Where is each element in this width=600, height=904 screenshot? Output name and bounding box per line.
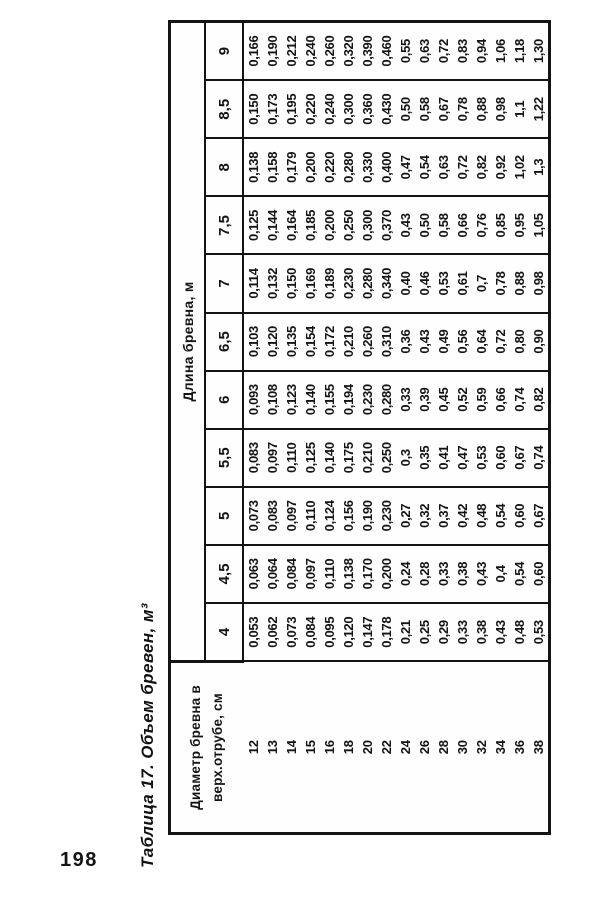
volume-value: 0,158 [263, 138, 282, 196]
volume-value: 0,360 [358, 80, 377, 138]
volume-value: 0,166 [243, 22, 263, 81]
table-row [491, 22, 510, 834]
volume-value: 0,64 [472, 313, 491, 371]
volume-value: 0,38 [453, 545, 472, 603]
volume-value: 0,230 [339, 254, 358, 312]
length-column-header: 6,5 [205, 313, 243, 371]
volume-value: 1,18 [510, 22, 529, 81]
volume-value: 0,24 [396, 545, 415, 603]
volume-value: 0,74 [529, 429, 550, 487]
volume-value: 0,103 [243, 313, 263, 371]
volume-value: 0,230 [377, 487, 396, 545]
length-column-header: 6 [205, 371, 243, 429]
length-column-header: 5,5 [205, 429, 243, 487]
volume-value: 0,212 [282, 22, 301, 81]
diameter-label: 34 [493, 740, 508, 755]
table-row [301, 22, 320, 834]
volume-value: 0,172 [320, 313, 339, 371]
volume-value: 0,114 [243, 254, 263, 312]
diameter-label: 16 [322, 740, 337, 755]
volume-value: 0,46 [415, 254, 434, 312]
volume-value: 0,150 [282, 254, 301, 312]
volume-value: 0,390 [358, 22, 377, 81]
table-row [339, 22, 358, 834]
volume-value: 0,7 [472, 254, 491, 312]
diameter-label: 14 [284, 740, 299, 755]
volume-value: 0,95 [510, 196, 529, 254]
volume-value: 0,72 [491, 313, 510, 371]
volume-value: 0,66 [453, 196, 472, 254]
diameter-label: 38 [531, 740, 546, 755]
length-column-header: 4 [205, 603, 243, 662]
volume-value: 0,53 [529, 603, 550, 662]
volume-value: 0,32 [415, 487, 434, 545]
volume-value: 0,47 [453, 429, 472, 487]
volume-value: 0,240 [301, 22, 320, 81]
volume-value: 0,78 [453, 80, 472, 138]
volume-value: 0,175 [339, 429, 358, 487]
volume-value: 0,073 [243, 487, 263, 545]
volume-value: 0,220 [301, 80, 320, 138]
volume-value: 0,21 [396, 603, 415, 662]
length-column-header: 8,5 [205, 80, 243, 138]
volume-value: 0,200 [377, 545, 396, 603]
table-row [263, 22, 282, 834]
volume-value: 0,320 [339, 22, 358, 81]
volume-value: 0,50 [415, 196, 434, 254]
table-row [282, 22, 301, 834]
volume-value: 0,370 [377, 196, 396, 254]
volume-value: 0,48 [510, 603, 529, 662]
volume-value: 0,58 [415, 80, 434, 138]
volume-value: 0,083 [263, 487, 282, 545]
volume-value: 0,147 [358, 603, 377, 662]
volume-value: 0,097 [282, 487, 301, 545]
volume-value: 1,3 [529, 138, 550, 196]
volume-value: 0,60 [529, 545, 550, 603]
volume-value: 0,53 [434, 254, 453, 312]
volume-value: 0,123 [282, 371, 301, 429]
volume-value: 0,125 [301, 429, 320, 487]
table-row [358, 22, 377, 834]
volume-value: 0,39 [415, 371, 434, 429]
volume-value: 0,33 [453, 603, 472, 662]
volume-value: 0,74 [510, 371, 529, 429]
volume-value: 0,61 [453, 254, 472, 312]
volume-value: 0,260 [358, 313, 377, 371]
volume-value: 1,06 [491, 22, 510, 81]
volume-value: 0,43 [472, 545, 491, 603]
diameter-label: 36 [512, 740, 527, 755]
volume-value: 0,94 [472, 22, 491, 81]
volume-value: 0,460 [377, 22, 396, 81]
table-row [529, 22, 550, 834]
volume-value: 0,85 [491, 196, 510, 254]
volume-value: 0,110 [282, 429, 301, 487]
volume-value: 0,47 [396, 138, 415, 196]
volume-value: 0,63 [434, 138, 453, 196]
volume-value: 0,260 [320, 22, 339, 81]
table-body [243, 22, 550, 834]
table-row [396, 22, 415, 834]
length-column-header: 7,5 [205, 196, 243, 254]
volume-value: 0,250 [339, 196, 358, 254]
volume-value: 0,92 [491, 138, 510, 196]
volume-value: 0,35 [415, 429, 434, 487]
volume-value: 0,67 [510, 429, 529, 487]
volume-value: 0,220 [320, 138, 339, 196]
volume-value: 0,330 [358, 138, 377, 196]
volume-value: 0,190 [358, 487, 377, 545]
volume-value: 0,54 [510, 545, 529, 603]
volume-value: 0,154 [301, 313, 320, 371]
volume-value: 0,310 [377, 313, 396, 371]
volume-value: 0,125 [243, 196, 263, 254]
volume-value: 0,300 [358, 196, 377, 254]
volume-value: 0,062 [263, 603, 282, 662]
volume-value: 0,43 [415, 313, 434, 371]
volume-value: 0,82 [529, 371, 550, 429]
diameter-label: 15 [303, 740, 318, 755]
volume-value: 0,27 [396, 487, 415, 545]
length-column-header: 8 [205, 138, 243, 196]
volume-value: 0,200 [301, 138, 320, 196]
volume-value: 0,83 [453, 22, 472, 81]
volume-value: 0,132 [263, 254, 282, 312]
volume-value: 0,78 [491, 254, 510, 312]
volume-value: 0,40 [396, 254, 415, 312]
volume-value: 0,250 [377, 429, 396, 487]
volume-value: 0,82 [472, 138, 491, 196]
volume-value: 0,140 [301, 371, 320, 429]
volume-value: 0,88 [510, 254, 529, 312]
volume-value: 0,169 [301, 254, 320, 312]
volume-value: 0,195 [282, 80, 301, 138]
volume-value: 0,084 [301, 603, 320, 662]
volume-value: 0,280 [358, 254, 377, 312]
volume-value: 0,29 [434, 603, 453, 662]
volume-value: 0,54 [491, 487, 510, 545]
volume-value: 0,300 [339, 80, 358, 138]
diameter-label: 22 [379, 740, 394, 755]
volume-value: 0,097 [301, 545, 320, 603]
volume-value: 0,80 [510, 313, 529, 371]
volume-value: 0,36 [396, 313, 415, 371]
diameter-label: 24 [398, 740, 413, 755]
volume-value: 0,54 [415, 138, 434, 196]
diameter-label: 32 [474, 740, 489, 755]
volume-value: 0,67 [434, 80, 453, 138]
length-column-header: 5 [205, 487, 243, 545]
volume-value: 0,110 [320, 545, 339, 603]
volume-value: 0,59 [472, 371, 491, 429]
volume-value: 0,156 [339, 487, 358, 545]
volume-value: 0,170 [358, 545, 377, 603]
volume-value: 0,280 [377, 371, 396, 429]
volume-value: 0,194 [339, 371, 358, 429]
volume-value: 0,33 [396, 371, 415, 429]
volume-value: 0,53 [472, 429, 491, 487]
volume-value: 0,135 [282, 313, 301, 371]
volume-value: 0,43 [396, 196, 415, 254]
volume-value: 0,240 [320, 80, 339, 138]
volume-value: 1,1 [510, 80, 529, 138]
volume-value: 0,093 [243, 371, 263, 429]
volume-value: 0,4 [491, 545, 510, 603]
table-title: Таблица 17. Объем бревен, м³ [138, 603, 157, 868]
volume-value: 0,084 [282, 545, 301, 603]
volume-value: 0,98 [491, 80, 510, 138]
volume-value: 0,189 [320, 254, 339, 312]
volume-value: 0,340 [377, 254, 396, 312]
volume-value: 0,63 [415, 22, 434, 81]
volume-value: 0,053 [243, 603, 263, 662]
length-span-header: Длина бревна, м [170, 22, 206, 662]
volume-value: 0,083 [243, 429, 263, 487]
table-row [510, 22, 529, 834]
volume-value: 1,30 [529, 22, 550, 81]
diameter-label: 18 [341, 740, 356, 755]
volume-value: 0,72 [434, 22, 453, 81]
diameter-label: 28 [436, 740, 451, 755]
volume-value: 0,43 [491, 603, 510, 662]
diameter-header-cell [170, 661, 244, 833]
volume-value: 0,72 [453, 138, 472, 196]
volume-value: 0,50 [396, 80, 415, 138]
table-row [472, 22, 491, 834]
volume-value: 0,138 [339, 545, 358, 603]
volume-value: 0,49 [434, 313, 453, 371]
volume-value: 0,097 [263, 429, 282, 487]
page-number: 198 [60, 849, 98, 871]
volume-value: 0,3 [396, 429, 415, 487]
volume-value: 0,66 [491, 371, 510, 429]
volume-value: 0,430 [377, 80, 396, 138]
volume-value: 0,45 [434, 371, 453, 429]
volume-value: 0,124 [320, 487, 339, 545]
volume-value: 0,120 [339, 603, 358, 662]
volume-value: 1,02 [510, 138, 529, 196]
volume-value: 0,88 [472, 80, 491, 138]
volume-value: 0,90 [529, 313, 550, 371]
diameter-label: 26 [417, 740, 432, 755]
volume-value: 1,05 [529, 196, 550, 254]
volume-value: 0,28 [415, 545, 434, 603]
volume-value: 0,108 [263, 371, 282, 429]
volume-value: 0,60 [491, 429, 510, 487]
volume-value: 0,33 [434, 545, 453, 603]
volume-value: 0,56 [453, 313, 472, 371]
log-volume-table [168, 20, 551, 835]
volume-value: 0,140 [320, 429, 339, 487]
volume-value: 0,120 [263, 313, 282, 371]
volume-value: 0,073 [282, 603, 301, 662]
volume-value: 0,42 [453, 487, 472, 545]
volume-value: 0,144 [263, 196, 282, 254]
volume-value: 0,150 [243, 80, 263, 138]
volume-value: 0,98 [529, 254, 550, 312]
table-row [377, 22, 396, 834]
diameter-label: 12 [245, 740, 261, 755]
volume-value: 0,095 [320, 603, 339, 662]
volume-value: 0,58 [434, 196, 453, 254]
diameter-header-line2: верх.отрубе, см [210, 693, 225, 802]
diameter-header-line1: Диаметр бревна в [188, 685, 204, 810]
table-row [434, 22, 453, 834]
volume-value: 0,173 [263, 80, 282, 138]
volume-value: 0,55 [396, 22, 415, 81]
volume-value: 0,155 [320, 371, 339, 429]
volume-value: 0,230 [358, 371, 377, 429]
table-row [415, 22, 434, 834]
length-column-header: 7 [205, 254, 243, 312]
volume-value: 0,38 [472, 603, 491, 662]
volume-value: 0,190 [263, 22, 282, 81]
volume-value: 0,76 [472, 196, 491, 254]
volume-value: 1,22 [529, 80, 550, 138]
length-column-header: 4,5 [205, 545, 243, 603]
diameter-label: 13 [265, 740, 280, 755]
volume-value: 0,280 [339, 138, 358, 196]
diameter-label: 20 [360, 740, 375, 755]
volume-value: 0,210 [339, 313, 358, 371]
diameter-label: 30 [455, 740, 470, 755]
volume-value: 0,41 [434, 429, 453, 487]
volume-value: 0,110 [301, 487, 320, 545]
table-row [453, 22, 472, 834]
table-row [320, 22, 339, 834]
volume-value: 0,064 [263, 545, 282, 603]
volume-value: 0,063 [243, 545, 263, 603]
volume-value: 0,200 [320, 196, 339, 254]
volume-value: 0,37 [434, 487, 453, 545]
volume-value: 0,25 [415, 603, 434, 662]
length-column-header: 9 [205, 22, 243, 81]
volume-value: 0,67 [529, 487, 550, 545]
volume-value: 0,185 [301, 196, 320, 254]
volume-value: 0,210 [358, 429, 377, 487]
volume-value: 0,400 [377, 138, 396, 196]
volume-value: 0,138 [243, 138, 263, 196]
volume-value: 0,52 [453, 371, 472, 429]
volume-value: 0,179 [282, 138, 301, 196]
rotated-table-block [138, 20, 546, 870]
volume-value: 0,48 [472, 487, 491, 545]
table-row [243, 22, 263, 834]
volume-value: 0,60 [510, 487, 529, 545]
volume-value: 0,178 [377, 603, 396, 662]
volume-value: 0,164 [282, 196, 301, 254]
